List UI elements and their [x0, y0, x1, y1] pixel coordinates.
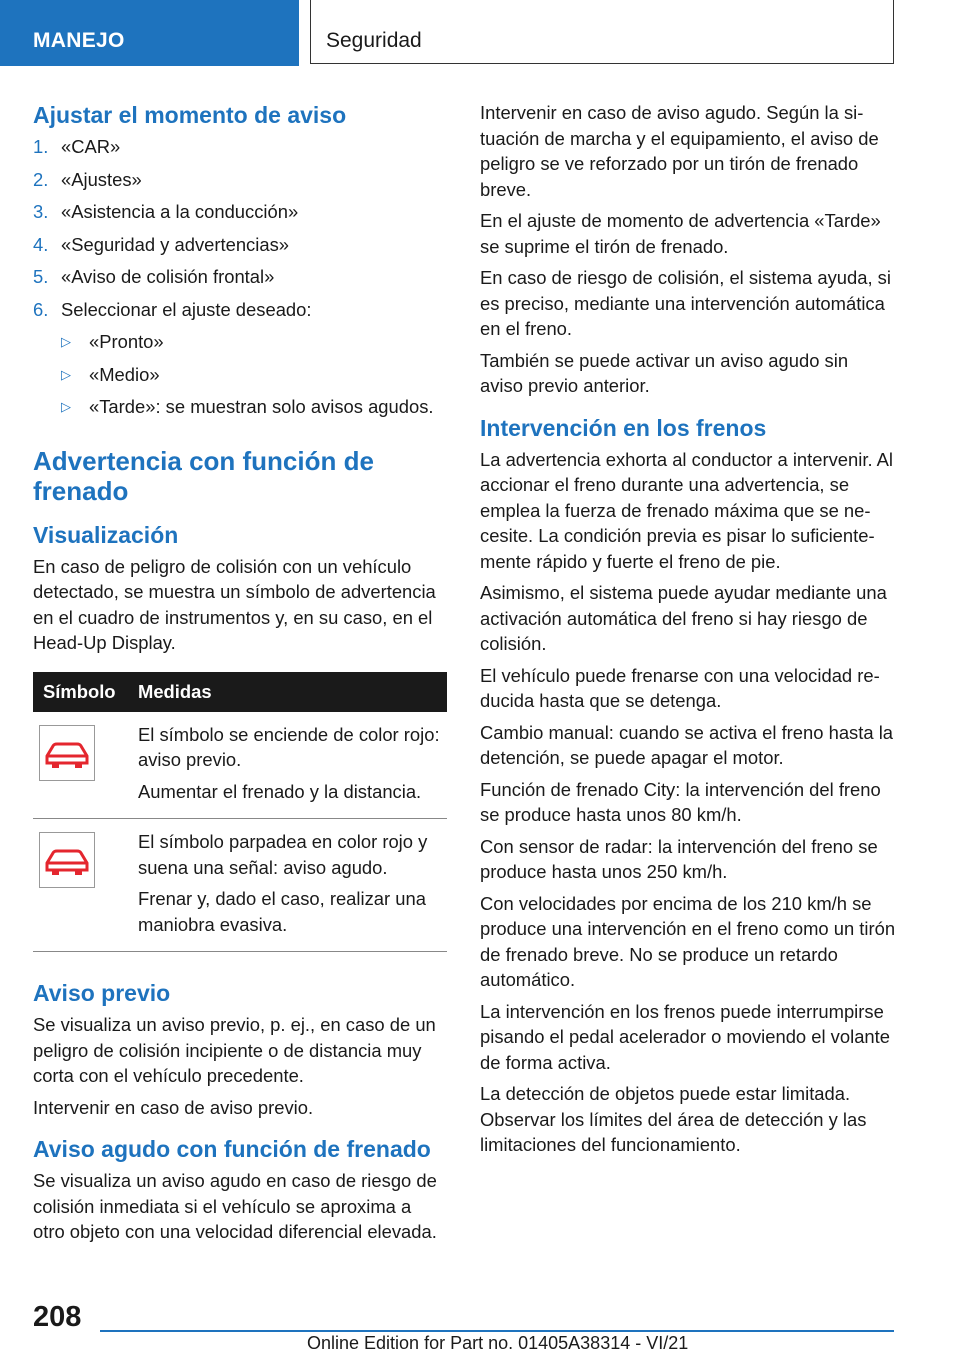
- section-tab: [0, 0, 299, 66]
- paragraph: Intervenir en caso de aviso agudo. Según la situación de marcha y el equipamiento, el aviso de peligro se ve reforzado por un tirón de frenado breve.: [480, 102, 879, 200]
- column-header-medidas: Medidas: [138, 672, 447, 712]
- car-warning-icon: [39, 832, 95, 888]
- paragraph: La advertencia exhorta al conductor a intervenir. Al accionar el freno durante una advertencia, se emplea la fuerza de frenado máxima que se necesite. La condición previa es pisar lo suficientemente rápido y fuerte el freno de pie.: [480, 448, 894, 572]
- heading-ajustar-momento: Ajustar el momento de aviso: [33, 102, 347, 128]
- paragraph: La intervención en los frenos puede interrumpirse pisando el pedal acelerador o moviendo el volante de forma activa.: [480, 1000, 890, 1073]
- paragraph-visualizacion: En caso de peligro de colisión con un vehículo detectado, se muestra un símbolo de advertencia en el cuadro de instrumentos y, en su caso, en el Head-Up Display.: [33, 555, 436, 653]
- list-item: 1. «CAR»: [33, 136, 121, 157]
- heading-aviso-previo: Aviso previo: [33, 980, 171, 1006]
- heading-aviso-agudo: Aviso agudo con función de frenado: [33, 1136, 431, 1162]
- paragraph: Cambio manual: cuando se activa el freno hasta la detención, se puede apagar el motor.: [480, 721, 894, 768]
- paragraph-aviso-previo: Se visualiza un aviso previo, p. ej., en caso de un peligro de colisión incipiente o de distancia muy corta con el vehículo precedente.: [33, 1014, 436, 1086]
- car-warning-icon: [39, 725, 95, 781]
- paragraph: En caso de riesgo de colisión, el sistema ayuda, si es preciso, mediante una intervención automática en el freno.: [480, 267, 891, 339]
- triangle-bullet-icon: ▷: [61, 334, 71, 349]
- options-list: [33, 329, 447, 420]
- paragraph: Asimismo, el sistema puede ayudar mediante una activación automática del freno si hay riesgo de colisión.: [480, 582, 887, 654]
- list-item: 3. «Asistencia a la conducción»: [33, 201, 299, 222]
- steps-list: [33, 134, 447, 322]
- list-item: 6. Seleccionar el ajuste deseado:: [33, 298, 312, 320]
- column-header-simbolo: Símbolo: [33, 672, 138, 712]
- triangle-bullet-icon: ▷: [61, 366, 71, 382]
- list-item: ▷ «Tarde»: se muestran solo avisos agudos.: [61, 394, 447, 420]
- paragraph: El vehículo puede frenarse con una velocidad reducida hasta que se detenga.: [480, 664, 880, 711]
- page-header: [310, 0, 894, 64]
- page-title: Seguridad: [326, 29, 422, 52]
- left-column: [33, 100, 447, 1251]
- paragraph: Función de frenado City: la intervención del freno se produce hasta unos 80 km/h.: [480, 778, 881, 825]
- list-item: 4. «Seguridad y advertencias»: [33, 233, 289, 255]
- symbol-table: [33, 672, 447, 953]
- table-row: El símbolo se enciende de color rojo: aviso previo. Aumentar el frenado y la distancia.: [33, 712, 447, 819]
- right-column: [480, 100, 896, 1164]
- paragraph-aviso-previo-action: Intervenir en caso de aviso previo.: [33, 1096, 314, 1118]
- heading-intervencion: Intervención en los frenos: [480, 414, 767, 441]
- paragraph: En el ajuste de momento de advertencia «Tarde» se suprime el tirón de frenado.: [480, 210, 881, 257]
- page-number: 208: [33, 1301, 82, 1333]
- heading-visualizacion: Visualización: [33, 521, 179, 548]
- paragraph-aviso-agudo: Se visualiza un aviso agudo en caso de riesgo de colisión inmediata si el vehículo se aproxima a otro objeto con una velocidad diferencial elevada.: [33, 1170, 437, 1242]
- triangle-bullet-icon: ▷: [61, 399, 71, 414]
- footer-divider: [100, 1330, 894, 1332]
- heading-advertencia: Advertencia con función de frenado: [33, 445, 374, 506]
- list-item: 2. «Ajustes»: [33, 168, 142, 190]
- paragraph: También se puede activar un aviso agudo sin aviso previo anterior.: [480, 349, 849, 396]
- table-row: El símbolo parpadea en color rojo y suena una señal: aviso agudo. Frenar y, dado el caso, realizar una maniobra evasiva.: [33, 819, 447, 952]
- list-item: 5. «Aviso de colisión frontal»: [33, 266, 275, 287]
- paragraph: Con velocidades por encima de los 210 km/h se produce una intervención en el freno como un tirón de frenado breve. No se produce un retardo automático.: [480, 892, 896, 990]
- edition-note: Online Edition for Part no. 01405A38314 - VI/21: [307, 1333, 689, 1353]
- section-label: MANEJO: [33, 29, 125, 52]
- list-item: ▷ «Medio»: [61, 362, 447, 388]
- list-item: ▷ «Pronto»: [61, 329, 447, 355]
- paragraph: La detección de objetos puede estar limitada. Observar los límites del área de detección y las limitaciones del funcionamiento.: [480, 1083, 867, 1155]
- paragraph: Con sensor de radar: la intervención del freno se produce hasta unos 250 km/h.: [480, 835, 878, 882]
